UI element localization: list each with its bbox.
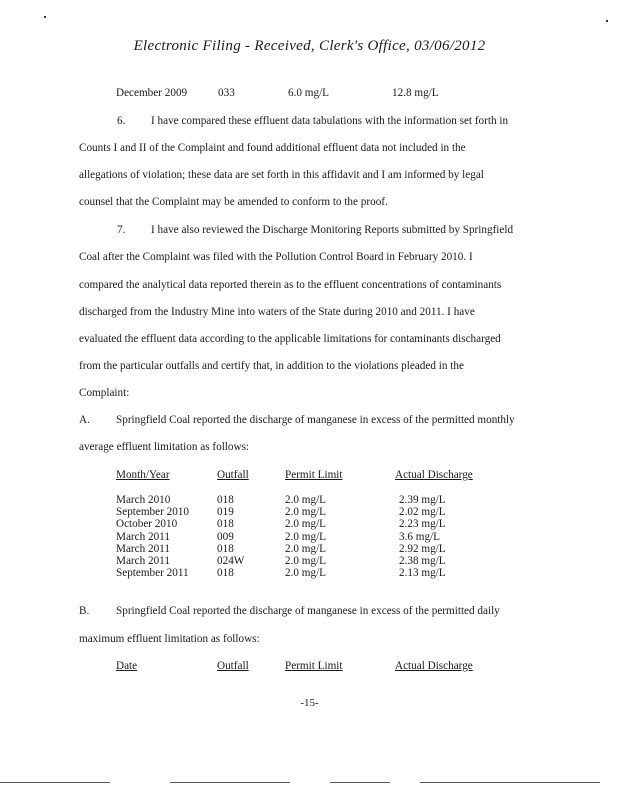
header-date: Date	[116, 660, 138, 672]
filing-header: Electronic Filing - Received, Clerk's Office, 03/06/2012	[133, 38, 486, 54]
cell-month: December 2009	[116, 87, 188, 99]
scan-edge-line	[330, 782, 390, 783]
page-number: -15-	[300, 697, 319, 709]
cell-actual-discharge: 2.92 mg/L	[399, 542, 446, 555]
scan-edge-line	[420, 782, 600, 783]
section-b-line: Springfield Coal reported the discharge of manganese in excess of the permitted daily	[116, 605, 500, 617]
cell-permit-limit: 2.0 mg/L	[285, 555, 327, 567]
cell-permit-limit: 2.0 mg/L	[285, 506, 327, 519]
table-row	[116, 555, 536, 568]
header-actual-discharge: Actual Discharge	[395, 660, 473, 672]
para7-line: compared the analytical data reported therein as to the effluent concentrations of contaminants	[79, 279, 502, 291]
header-outfall: Outfall	[217, 660, 249, 672]
scan-speck	[606, 20, 608, 22]
table-row	[116, 506, 536, 519]
cell-permit-limit: 2.0 mg/L	[285, 530, 327, 543]
cell-outfall: 009	[217, 530, 234, 543]
cell-month-year: March 2011	[116, 530, 170, 543]
cell-outfall: 024W	[217, 555, 245, 567]
cell-month-year: October 2010	[116, 518, 178, 531]
para6-line: I have compared these effluent data tabulations with the information set forth in	[151, 115, 509, 127]
cell-month-year: September 2011	[116, 567, 189, 580]
header-actual-discharge: Actual Discharge	[395, 469, 473, 481]
para6-line: Counts I and II of the Complaint and found additional effluent data not included in the	[79, 142, 466, 154]
cell-actual-discharge: 2.13 mg/L	[399, 567, 446, 580]
cell-actual-discharge: 3.6 mg/L	[399, 530, 441, 543]
section-a-line: Springfield Coal reported the discharge of manganese in excess of the permitted monthly	[116, 414, 515, 426]
section-a-label: A.	[79, 414, 90, 426]
scan-edge-line	[0, 782, 110, 783]
cell-month-year: September 2010	[116, 506, 190, 519]
header-permit-limit: Permit Limit	[285, 469, 343, 481]
cell-month-year: March 2011	[116, 542, 170, 555]
para7-line: evaluated the effluent data according to the applicable limitations for contaminants discharged	[79, 333, 501, 345]
cell-outfall: 018	[217, 542, 234, 555]
table-row	[116, 518, 536, 531]
table-header-row	[116, 469, 536, 482]
scan-edge-line	[170, 782, 290, 783]
cell-permit-limit: 2.0 mg/L	[285, 567, 327, 580]
cell-outfall: 019	[217, 506, 234, 519]
header-outfall: Outfall	[217, 469, 249, 481]
cell-permit-limit: 2.0 mg/L	[285, 542, 327, 555]
header-month-year: Month/Year	[116, 469, 170, 481]
cell-permit-limit: 2.0 mg/L	[285, 494, 327, 506]
cell-outfall: 018	[217, 567, 234, 580]
table-row	[116, 567, 536, 580]
para7-line: Coal after the Complaint was filed with the Pollution Control Board in February 2010. I	[79, 251, 473, 263]
para6-number: 6.	[117, 115, 126, 127]
cell-actual-discharge: 2.23 mg/L	[399, 518, 446, 531]
table-row	[116, 494, 536, 507]
cell-outfall: 018	[217, 518, 234, 531]
para7-line: discharged from the Industry Mine into waters of the State during 2010 and 2011. I have	[79, 306, 475, 318]
table-row	[116, 531, 536, 544]
table-header-row	[116, 660, 536, 673]
para6-line: allegations of violation; these data are set forth in this affidavit and I am informed by legal	[79, 169, 484, 181]
scan-speck	[44, 16, 46, 18]
para6-line: counsel that the Complaint may be amended to conform to the proof.	[79, 196, 388, 208]
para7-number: 7.	[117, 224, 126, 236]
cell-discharge: 12.8 mg/L	[392, 87, 439, 99]
cell-actual-discharge: 2.39 mg/L	[399, 494, 446, 506]
section-a-line: average effluent limitation as follows:	[79, 441, 250, 453]
header-permit-limit: Permit Limit	[285, 660, 343, 672]
section-b-line: maximum effluent limitation as follows:	[79, 633, 260, 645]
cell-limit: 6.0 mg/L	[288, 87, 330, 99]
para7-line: I have also reviewed the Discharge Monitoring Reports submitted by Springfield	[151, 224, 514, 236]
section-b-label: B.	[79, 605, 90, 617]
para7-line: Complaint:	[79, 387, 130, 399]
cell-outfall: 018	[217, 494, 234, 506]
cell-actual-discharge: 2.02 mg/L	[399, 506, 446, 519]
cell-permit-limit: 2.0 mg/L	[285, 518, 327, 531]
table-row	[116, 543, 536, 556]
cell-month-year: March 2011	[116, 555, 170, 567]
cell-outfall: 033	[218, 87, 235, 99]
cell-actual-discharge: 2.38 mg/L	[399, 555, 446, 567]
cell-month-year: March 2010	[116, 494, 171, 506]
para7-line: from the particular outfalls and certify that, in addition to the violations pleaded in the	[79, 360, 464, 372]
table-row	[116, 87, 536, 100]
